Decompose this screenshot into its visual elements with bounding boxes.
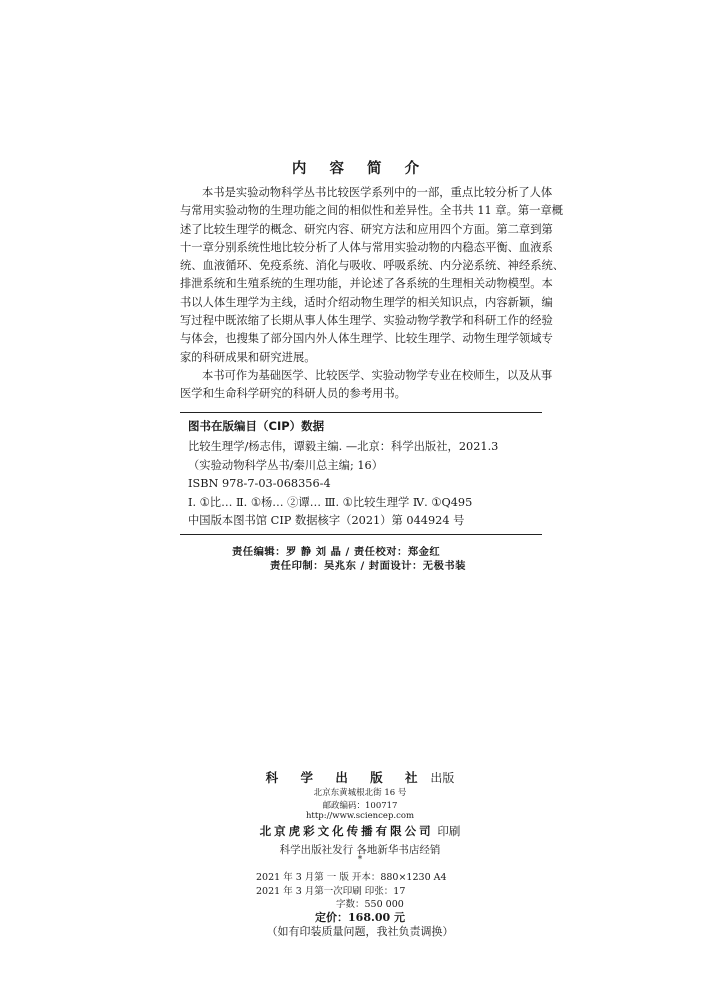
cip-line: ISBN 978-7-03-068356-4 [188, 477, 331, 491]
summary-line: 家的科研成果和研究进展。 [180, 350, 316, 364]
publisher-address: 北京东黄城根北街 16 号 [313, 788, 407, 798]
publisher-suffix: 出版 [430, 771, 455, 785]
summary-line: 与常用实验动物的生理功能之间的相似性和差异性。全书共 11 章。第一章概 [180, 204, 564, 218]
summary-text [180, 184, 565, 404]
summary-line: 本书是实验动物科学丛书比较医学系列中的一部，重点比较分析了人体 [202, 186, 553, 199]
cip-number: 中国版本图书馆 CIP 数据核字（2021）第 044924 号 [188, 514, 465, 528]
page-title: 内 容 简 介 [291, 160, 429, 177]
summary-line: 写过程中既浓缩了长期从事人体生理学、实验动物学教学和科研工作的经验 [180, 314, 553, 328]
printer-name: 北京虎彩文化传播有限公司 [259, 824, 434, 838]
printing-line: 2021 年 3 月第一次印刷 印张：17 [256, 886, 406, 897]
cip-bottom-rule [180, 534, 542, 535]
summary-line: 十一章分别系统性地比较分析了人体与常用实验动物的内稳态平衡、血液系 [180, 240, 553, 254]
cip-block [180, 412, 542, 535]
distribution-line: 科学出版社发行 各地新华书店经销 [279, 844, 441, 856]
summary-line: 排泄系统和生殖系统的生理功能，并论述了各系统的生理相关动物模型。本 [180, 277, 553, 291]
summary-line: 与体会，也搜集了部分国内外人体生理学、比较生理学、动物生理学领域专 [180, 332, 553, 346]
publisher-name: 科 学 出 版 社 [265, 770, 427, 785]
cip-top-rule [180, 412, 542, 413]
editor-credits: 责任编辑：罗 静 刘 晶 / 责任校对：郑金红 [232, 546, 441, 558]
publisher-line [0, 768, 720, 786]
summary-paragraph-1 [180, 184, 565, 367]
summary-line: 述了比较生理学的概念、研究内容、研究方法和应用四个方面。第二章到第 [180, 222, 553, 236]
summary-line: 医学和生命科学研究的科研人员的参考用书。 [180, 387, 406, 401]
summary-line: 统、血液循环、免疫系统、消化与吸收、呼吸系统、内分泌系统、神经系统、 [180, 259, 565, 273]
separator-star: * [357, 855, 363, 865]
cip-line: Ⅰ. ①比… Ⅱ. ①杨… ②谭… Ⅲ. ①比较生理学 Ⅳ. ①Q495 [188, 495, 473, 509]
summary-paragraph-2 [180, 367, 553, 404]
cip-line: （实验动物科学丛书/秦川总主编; 16） [188, 458, 384, 472]
printer-line [0, 823, 720, 839]
summary-line: 书以人体生理学为主线，适时介绍动物生理学的相关知识点，内容新颖，编 [180, 295, 553, 309]
publisher-postcode: 邮政编码：100717 [322, 801, 398, 811]
edition-line: 2021 年 3 月第 一 版 开本：880×1230 A4 [256, 872, 447, 883]
summary-line: 本书可作为基础医学、比较医学、实验动物学专业在校师生，以及从事 [202, 368, 553, 382]
publisher-website: http://www.sciencep.com [305, 811, 415, 821]
cip-line: 比较生理学/杨志伟，谭毅主编. —北京：科学出版社，2021.3 [188, 440, 499, 453]
price: 定价：168.00 元 [315, 911, 405, 924]
cip-heading: 图书在版编目（CIP）数据 [188, 419, 325, 433]
printer-suffix: 印刷 [437, 824, 461, 838]
quality-note: （如有印装质量问题，我社负责调换） [266, 925, 454, 938]
production-credits: 责任印制：吴兆东 / 封面设计：无极书装 [270, 560, 466, 572]
word-count-line: 字数：550 000 [336, 899, 404, 910]
